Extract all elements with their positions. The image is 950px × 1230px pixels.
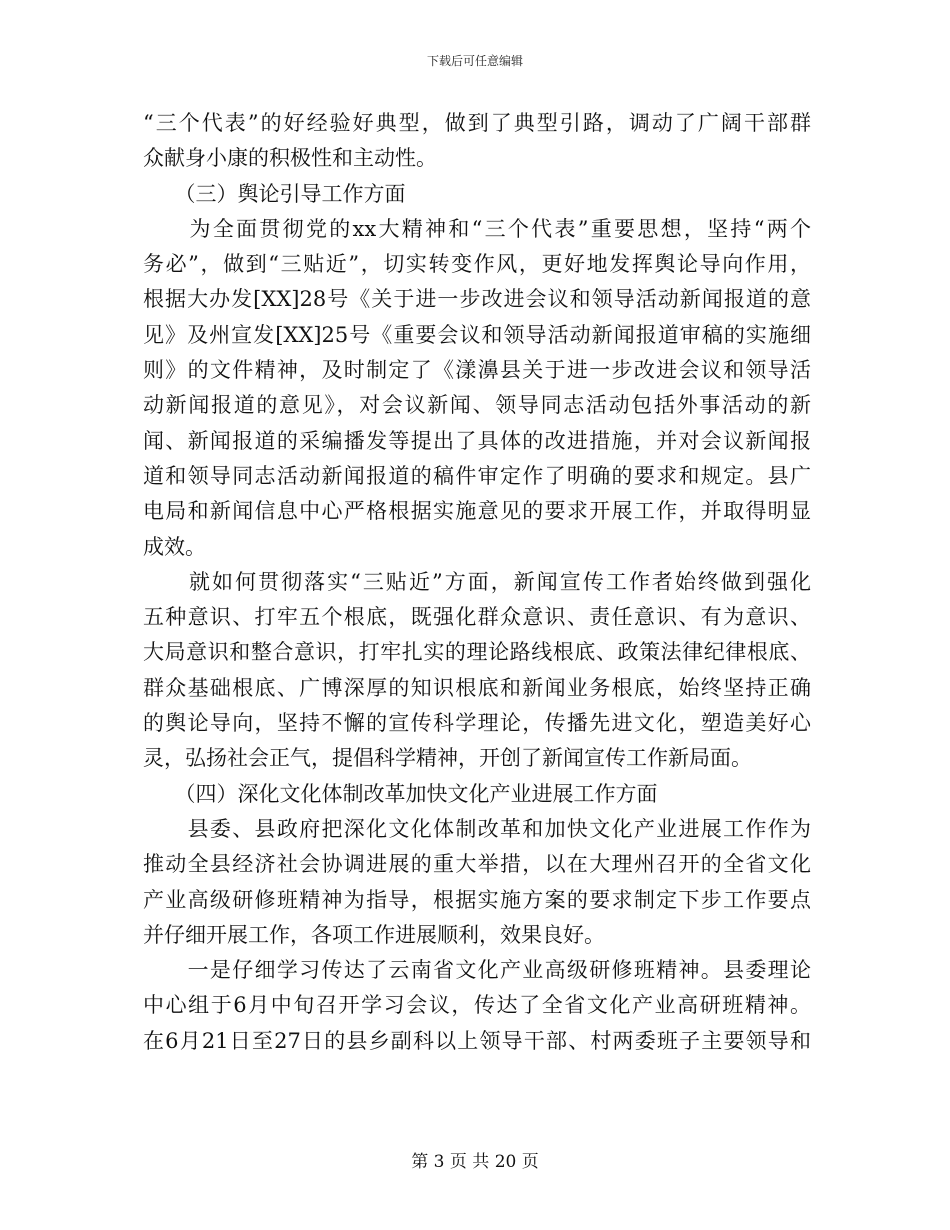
text-line: 推动全县经济社会协调进展的重大举措，以在大理州召开的全省文化 (143, 852, 811, 877)
text-line: 闻、新闻报道的采编播发等提出了具体的改进措施，并对会议新闻报 (143, 428, 811, 453)
text-line: 并仔细开展工作，各项工作进展顺利，效果良好。 (143, 922, 605, 947)
text-line: 根据大办发[XX]28号《关于进一步改进会议和领导活动新闻报道的意 (143, 287, 811, 312)
text-line: 的舆论导向，坚持不懈的宣传科学理论，传播先进文化，塑造美好心 (143, 711, 811, 736)
text-line: 见》及州宣发[XX]25号《重要会议和领导活动新闻报道审稿的实施细 (143, 322, 811, 347)
text-line: （四）深化文化体制改革加快文化产业进展工作方面 (143, 781, 658, 806)
text-line: 电局和新闻信息中心严格根据实施意见的要求开展工作，并取得明显 (143, 499, 811, 524)
text-line: 灵，弘扬社会正气，提倡科学精神，开创了新闻宣传工作新局面。 (143, 746, 752, 771)
page-number-footer: 第 3 页 共 20 页 (411, 1152, 539, 1172)
text-line: 一是仔细学习传达了云南省文化产业高级研修班精神。县委理论 (143, 958, 811, 983)
text-line: 成效。 (143, 534, 206, 559)
text-line: 产业高级研修班精神为指导，根据实施方案的要求制定下步工作要点 (143, 887, 811, 912)
text-line: 道和领导同志活动新闻报道的稿件审定作了明确的要求和规定。县广 (143, 463, 811, 488)
text-line: 动新闻报道的意见》，对会议新闻、领导同志活动包括外事活动的新 (143, 393, 811, 418)
text-line: （三）舆论引导工作方面 (143, 181, 406, 206)
text-line: 在6月21日至27日的县乡副科以上领导干部、村两委班子主要领导和 (143, 1028, 811, 1053)
page-header-note: 下载后可任意编辑 (426, 54, 523, 68)
document-body (143, 106, 811, 1059)
text-line: 群众基础根底、广博深厚的知识根底和新闻业务根底，始终坚持正确 (143, 675, 811, 700)
text-line: 众献身小康的积极性和主动性。 (143, 146, 437, 171)
text-line: 就如何贯彻落实“三贴近”方面，新闻宣传工作者始终做到强化 (143, 569, 811, 594)
text-line: “三个代表”的好经验好典型，做到了典型引路，调动了广阔干部群 (143, 111, 811, 135)
text-line: 中心组于6月中旬召开学习会议，传达了全省文化产业高研班精神。 (143, 993, 811, 1018)
text-line: 务必”，做到“三贴近”，切实转变作风，更好地发挥舆论导向作用， (143, 252, 811, 277)
text-line: 则》的文件精神，及时制定了《漾濞县关于进一步改进会议和领导活 (143, 358, 811, 383)
text-line: 为全面贯彻党的xx大精神和“三个代表”重要思想，坚持“两个 (143, 216, 811, 241)
text-line: 县委、县政府把深化文化体制改革和加快文化产业进展工作作为 (143, 816, 811, 841)
text-line: 大局意识和整合意识，打牢扎实的理论路线根底、政策法律纪律根底、 (143, 640, 811, 665)
text-line: 五种意识、打牢五个根底，既强化群众意识、责任意识、有为意识、 (143, 605, 811, 630)
